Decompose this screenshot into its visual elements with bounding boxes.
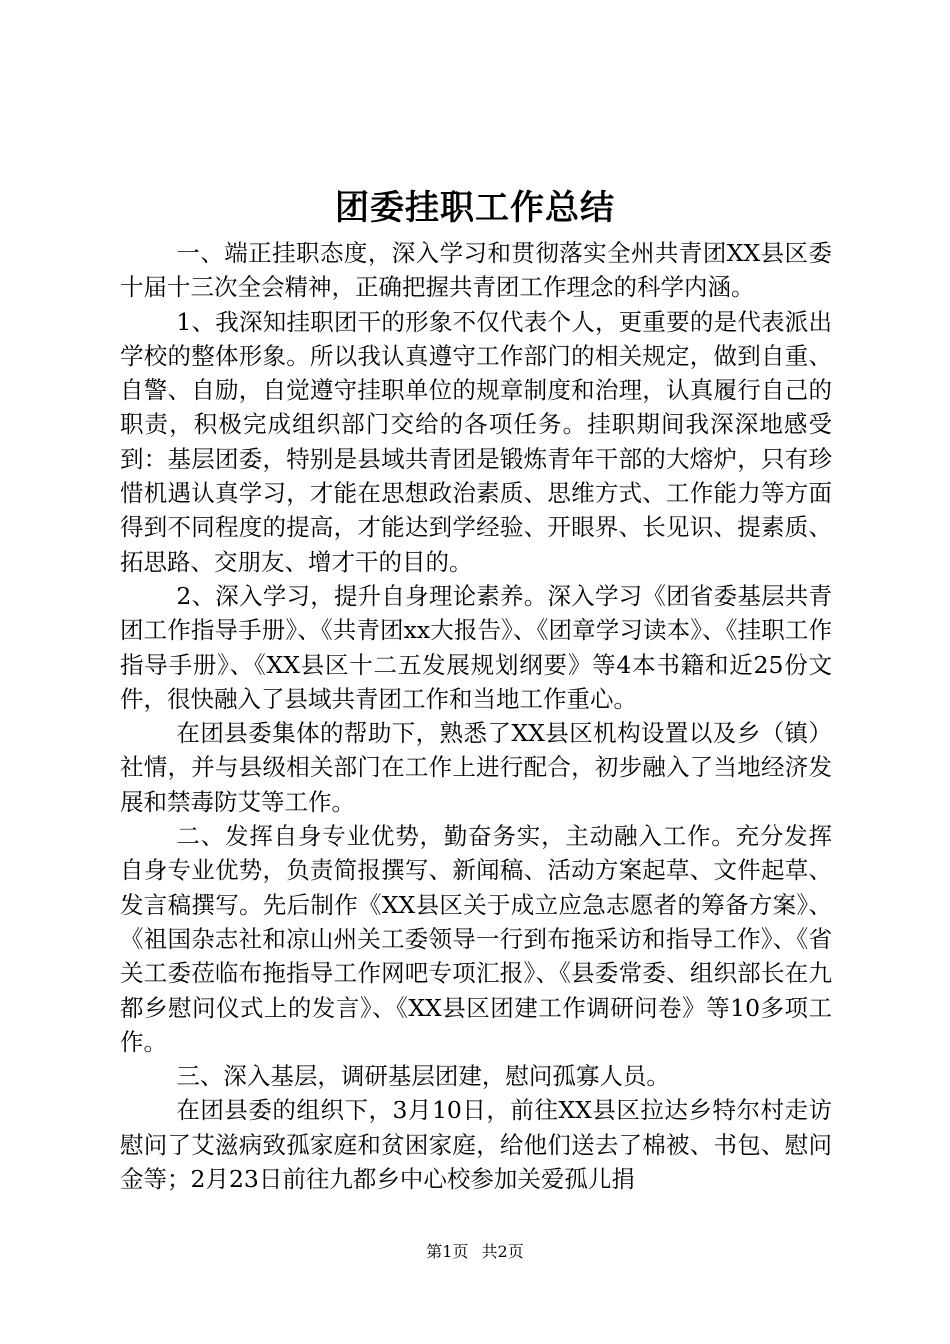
document-body [120, 236, 832, 1196]
page-total: 共2页 [481, 1242, 524, 1261]
paragraph-section-3: 三、深入基层，调研基层团建，慰问孤寡人员。 [176, 1062, 670, 1091]
paragraph-item-1: 1、我深知挂职团干的形象不仅代表个人，更重要的是代表派出学校的整体形象。所以我认真遵守工作部门的相关规定，做到自重、自警、自励，自觉遵守挂职单位的规章制度和治理，认真履行自己的职责，积极完成组织部门交给的各项任务。挂职期间我深深地感受到：基层团委，特别是县域共青团是锻炼青年干部的大熔炉，只有珍惜机遇认真学习，才能在思想政治素质、思维方式、工作能力等方面得到不同程度的提高，才能达到学经验、开眼界、长见识、提素质、拓思路、交朋友、增才干的目的。 [120, 307, 832, 576]
paragraph-familiarize: 在团县委集体的帮助下，熟悉了XX县区机构设置以及乡（镇）社情，并与县级相关部门在工作上进行配合，初步融入了当地经济发展和禁毒防艾等工作。 [120, 719, 832, 816]
document-title: 团委挂职工作总结 [335, 188, 615, 228]
page-footer [0, 1240, 950, 1264]
page-number: 第1页 [426, 1242, 469, 1261]
paragraph-section-2: 二、发挥自身专业优势，勤奋务实，主动融入工作。充分发挥自身专业优势，负责简报撰写、新闻稿、活动方案起草、文件起草、发言稿撰写。先后制作《XX县区关于成立应急志愿者的筹备方案》、《祖国杂志社和凉山州关工委领导一行到布拖采访和指导工作》、《省关工委莅临布拖指导工作网吧专项汇报》、《县委常委、组织部长在九都乡慰问仪式上的发言》、《XX县区团建工作调研问卷》等10多项工作。 [120, 822, 832, 1056]
paragraph-visits: 在团县委的组织下，3月10日，前往XX县区拉达乡特尔村走访慰问了艾滋病致孤家庭和贫困家庭，给他们送去了棉被、书包、慰问金等；2月23日前往九都乡中心校参加关爱孤儿捐 [120, 1096, 832, 1194]
paragraph-item-2: 2、深入学习，提升自身理论素养。深入学习《团省委基层共青团工作指导手册》、《共青团xx大报告》、《团章学习读本》、《挂职工作指导手册》、《XX县区十二五发展规划纲要》等4本书籍和近25份文件，很快融入了县域共青团工作和当地工作重心。 [120, 581, 832, 713]
paragraph-section-1: 一、端正挂职态度，深入学习和贯彻落实全州共青团XX县区委十届十三次全会精神，正确把握共青团工作理念的科学内涵。 [120, 239, 832, 302]
